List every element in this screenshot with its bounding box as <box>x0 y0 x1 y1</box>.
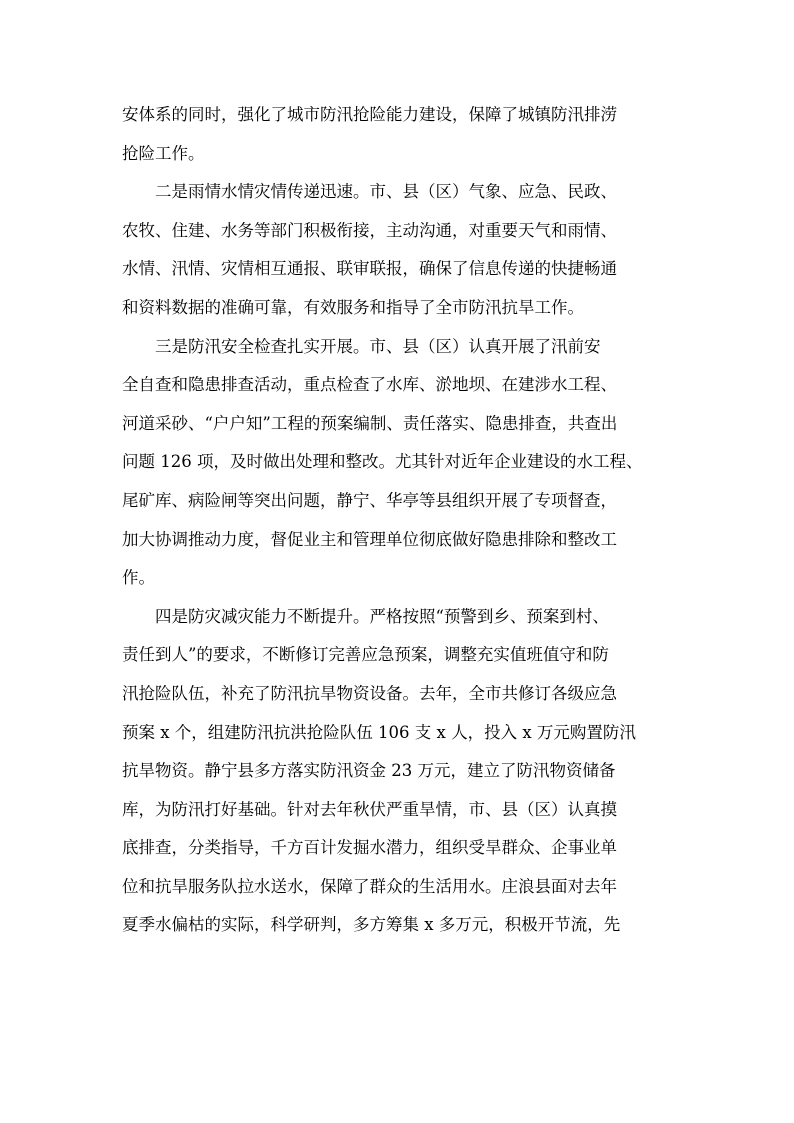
paragraph <box>122 328 678 598</box>
text-line: 安体系的同时，强化了城市防汛抢险能力建设，保障了城镇防汛排涝 <box>122 105 617 124</box>
text-line: 作。 <box>122 568 155 588</box>
text-line: 全自查和隐患排查活动，重点检查了水库、淤地坝、在建涉水工程、 <box>122 375 617 395</box>
text-line: 二是雨情水情灾情传递迅速。市、县（区）气象、应急、民政、 <box>155 182 617 202</box>
document-body <box>122 96 678 945</box>
paragraph <box>122 173 678 327</box>
text-line: 和资料数据的准确可靠，有效服务和指导了全市防汛抗旱工作。 <box>122 297 584 317</box>
text-line: 库，为防汛打好基础。针对去年秋伏严重旱情，市、县（区）认真摸 <box>122 799 617 819</box>
text-line: 三是防汛安全检查扎实开展。市、县（区）认真开展了汛前安 <box>155 336 601 356</box>
text-line: 夏季水偏枯的实际，科学研判，多方筹集 x 多万元，积极开节流，先 <box>122 915 621 935</box>
text-line: 尾矿库、病险闸等突出问题，静宁、华亭等县组织开展了专项督查， <box>122 490 617 510</box>
text-line: 农牧、住建、水务等部门积极衔接，主动沟通，对重要天气和雨情、 <box>122 220 617 240</box>
text-line: 问题 126 项，及时做出处理和整改。尤其针对近年企业建设的水工程、 <box>122 452 643 472</box>
text-line: 汛抢险队伍，补充了防汛抗旱物资设备。去年，全市共修订各级应急 <box>122 683 617 703</box>
text-line: 位和抗旱服务队拉水送水，保障了群众的生活用水。庄浪县面对去年 <box>122 876 617 896</box>
text-line: 河道采砂、“户户知”工程的预案编制、责任落实、隐患排查，共查出 <box>122 413 618 433</box>
text-line: 水情、汛情、灾情相互通报、联审联报，确保了信息传递的快捷畅通 <box>122 259 617 279</box>
text-line: 预案 x 个，组建防汛抗洪抢险队伍 106 支 x 人，投入 x 万元购置防汛 <box>122 722 636 742</box>
text-line: 底排查，分类指导，千方百计发掘水潜力，组织受旱群众、企事业单 <box>122 838 617 858</box>
text-line: 加大协调推动力度，督促业主和管理单位彻底做好隐患排除和整改工 <box>122 529 617 549</box>
paragraph <box>122 96 678 173</box>
text-line: 抢险工作。 <box>122 143 205 163</box>
text-line: 责任到人”的要求，不断修订完善应急预案，调整充实值班值守和防 <box>122 645 609 665</box>
text-line: 抗旱物资。静宁县多方落实防汛资金 23 万元，建立了防汛物资储备 <box>122 761 616 781</box>
text-line: 四是防灾减灾能力不断提升。严格按照“预警到乡、预案到村、 <box>155 606 609 626</box>
paragraph <box>122 598 678 945</box>
